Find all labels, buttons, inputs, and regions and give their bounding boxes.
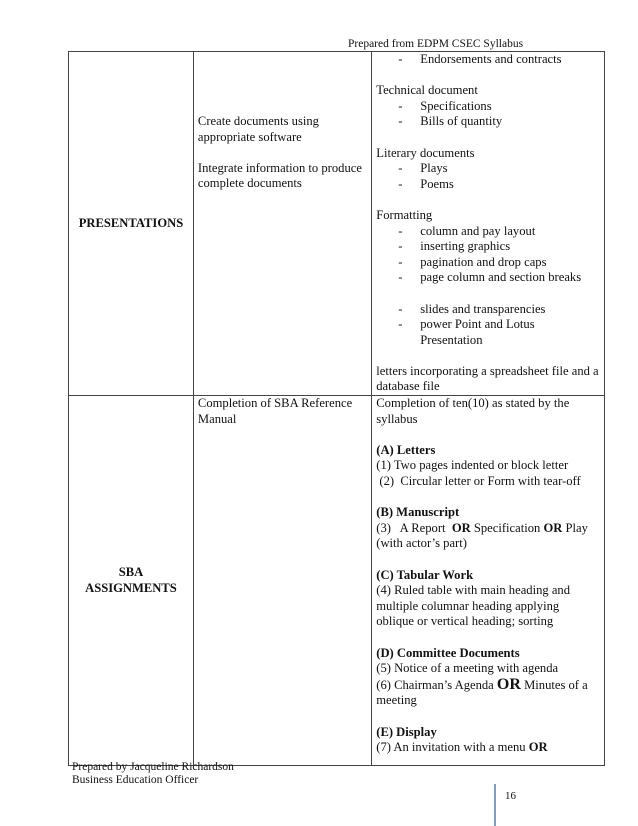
list-item: (6) Chairman’s Agenda OR Minutes of a meeting	[376, 675, 588, 708]
list-item: - Bills of quantity	[376, 114, 600, 130]
row-label-presentations: PRESENTATIONS	[69, 52, 194, 396]
list-item: (4) Ruled table with main heading and multiple columnar heading applying oblique or vertical heading; sorting	[376, 583, 571, 629]
list-item: - power Point and Lotus Presentation	[376, 317, 600, 348]
objective-text: Create documents using appropriate software	[197, 114, 319, 144]
list-item: - page column and section breaks	[376, 270, 600, 286]
footer	[72, 761, 234, 787]
list-item: - Plays	[376, 161, 600, 177]
list-item: - Endorsements and contracts	[376, 52, 600, 68]
section-title: (C) Tabular Work	[376, 567, 474, 582]
syllabus-table	[68, 51, 605, 766]
sba-objective-cell: Completion of SBA Reference Manual	[193, 396, 371, 766]
sba-intro: Completion of ten(10) as stated by the syllabus	[376, 396, 570, 426]
content-cell	[372, 52, 605, 396]
list-item: (1) Two pages indented or block letter	[376, 458, 569, 473]
section-title: Formatting	[376, 207, 433, 222]
page-header: Prepared from EDPM CSEC Syllabus	[348, 38, 524, 50]
list-item: (3) A Report OR Specification OR Play (with actor’s part)	[376, 520, 588, 551]
list-item: - pagination and drop caps	[376, 255, 600, 271]
closing-text: letters incorporating a spreadsheet file and a database file	[376, 363, 599, 394]
objective-text: Integrate information to produce complete documents	[197, 160, 362, 191]
section-title: (D) Committee Documents	[376, 645, 520, 660]
section-title: Literary documents	[376, 145, 475, 160]
section-title: (E) Display	[376, 724, 437, 739]
table-row-sba	[69, 396, 605, 766]
list-item: (7) An invitation with a menu OR	[376, 740, 548, 755]
objectives-cell	[193, 52, 371, 396]
section-title: (B) Manuscript	[376, 505, 460, 520]
page-number: 16	[505, 790, 516, 802]
list-item: - column and pay layout	[376, 224, 600, 240]
section-title: Technical document	[376, 83, 478, 98]
sba-content-cell	[372, 396, 605, 766]
list-item: (5) Notice of a meeting with agenda	[376, 661, 559, 676]
list-item: (2) Circular letter or Form with tear-off	[376, 474, 581, 489]
list-item: - Poems	[376, 177, 600, 193]
section-title: (A) Letters	[376, 442, 436, 457]
list-item: - slides and transparencies	[376, 302, 600, 318]
footer-title: Business Education Officer	[72, 774, 199, 786]
page-number-bar	[494, 784, 496, 826]
row-label-sba: SBA ASSIGNMENTS	[69, 396, 194, 766]
footer-author: Prepared by Jacqueline Richardson	[72, 761, 234, 773]
table-row-presentations	[69, 52, 605, 396]
list-item: - inserting graphics	[376, 239, 600, 255]
list-item: - Specifications	[376, 99, 600, 115]
